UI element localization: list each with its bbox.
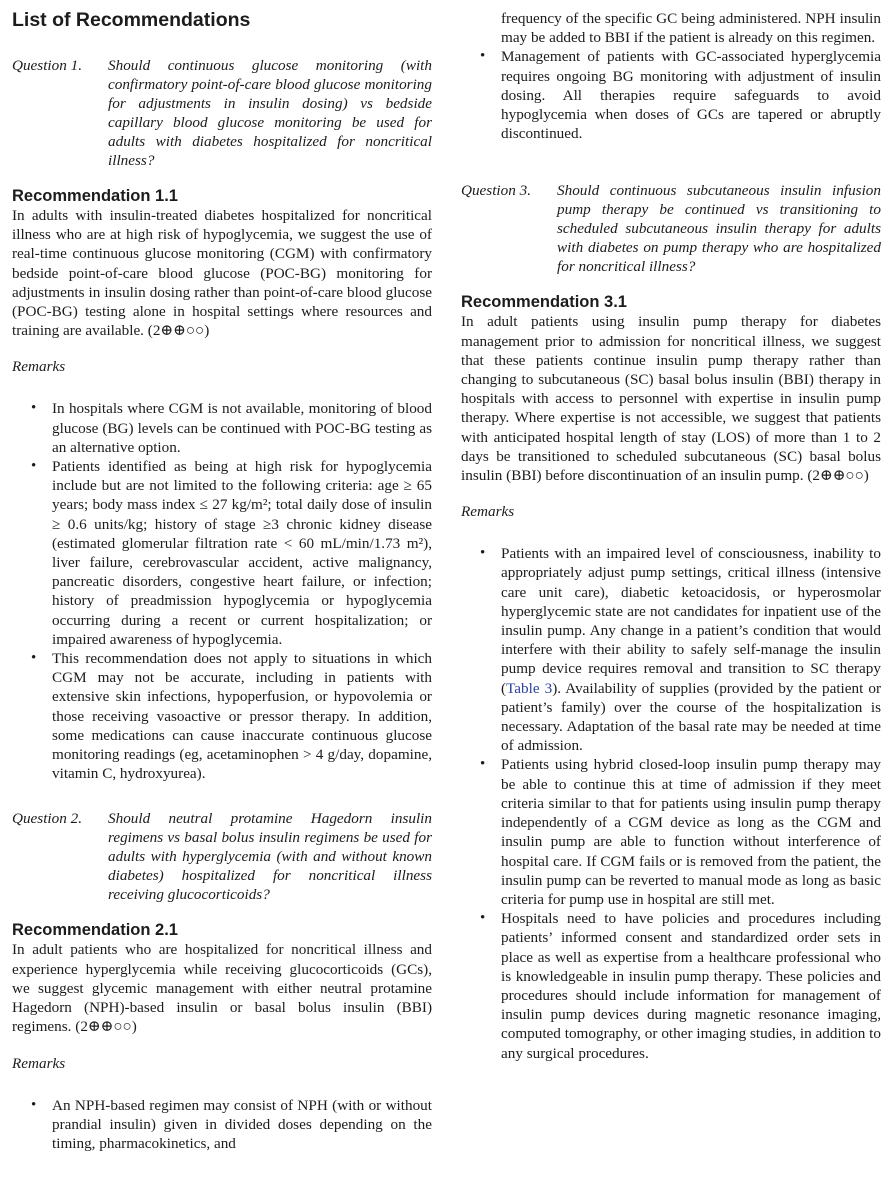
remarks-3-bullet-1-text-a: Patients with an impaired level of consciousness, inability to appropriately adjust pump settings, critical illness (intensive care unit care), diabetic ketoacidosis, or hyperosmolar hyperglycemic state are not candidates for inpatient use of the insulin pump. Any change in a patient’s condition that would interfere with their ability to safely self-manage the insulin pump device requires removal and transition to SC therapy ( [501, 545, 881, 697]
question-2-text: Should neutral protamine Hagedorn insulin regimens vs basal bolus insulin regimens be used for adults with hyperglycemia (with and without known diabetes) hospitalized for noncritical illness receiving glucocorticoids? [108, 810, 432, 904]
page-title: List of Recommendations [12, 9, 251, 31]
remarks-3-list [461, 544, 881, 1062]
remarks-2-bullet-1-continued: frequency of the specific GC being administered. NPH insulin may be added to BBI if the patient is already on this regimen. [501, 10, 881, 47]
remarks-2-bullet-2: • Management of patients with GC-associated hyperglycemia requires ongoing BG monitoring with adjustment of insulin dosing. All therapies require safeguards to avoid hypoglycemia when doses of GCs are tapered or abruptly discontinued. [461, 47, 881, 143]
recommendation-3-1-title: Recommendation 3.1 [461, 293, 627, 312]
recommendation-1-1-text: In adults with insulin-treated diabetes hospitalized for noncritical illness who are at high risk of hypoglycemia, we suggest the use of real-time continuous glucose monitoring (CGM) with confirmatory bedside point-of-care blood glucose (POC-BG) monitoring for adjustments in insulin dosing rather than point-of-care blood glucose (POC-BG) testing alone in hospital settings where resources and training are available. (2⊕⊕○○) [12, 207, 432, 340]
table-3-link[interactable]: Table 3 [506, 679, 553, 697]
recommendation-2-1-text: In adult patients who are hospitalized for noncritical illness and experience hyperglycemia while receiving glucocorticoids (GCs), we suggest glycemic management with either neutral protamine Hagedorn (NPH)-based insulin or basal bolus insulin (BBI) regimens. (2⊕⊕○○) [12, 941, 432, 1036]
remarks-3-label: Remarks [461, 503, 515, 521]
remarks-2-list [12, 1096, 432, 1154]
question-3-text: Should continuous subcutaneous insulin infusion pump therapy be continued vs transitioning to scheduled subcutaneous insulin therapy for adults with diabetes on pump therapy who are hospitalized for noncritical illness? [557, 182, 881, 276]
left-column [12, 0, 432, 1153]
remarks-1-bullet-3: • This recommendation does not apply to situations in which CGM may not be accurate, including in patients with extensive skin infections, hypoperfusion, or hypovolemia or those receiving vasoactive or pressor therapy. In addition, some medications can cause inaccurate continuous glucose monitoring readings (eg, acetaminophen > 4 g/day, dopamine, vitamin C, hydroxyurea). [12, 649, 432, 783]
remarks-2-bullet-1: • An NPH-based regimen may consist of NPH (with or without prandial insulin) given in divided doses depending on the timing, pharmacokinetics, and [12, 1096, 432, 1154]
remarks-1-bullet-2: • Patients identified as being at high risk for hypoglycemia include but are not limited to the following criteria: age ≥ 65 years; body mass index ≤ 27 kg/m²; total daily dose of insulin ≥ 0.6 units/kg; history of stage ≥3 chronic kidney disease (estimated glomerular filtration rate < 60 mL/min/1.73 m²), liver failure, cerebrovascular accident, active malignancy, pancreatic disorders, congestive heart failure, or infection; history of preadmission hypoglycemia or hypoglycemia occurring during a recent or current hospitalization; or impaired awareness of hypoglycemia. [12, 457, 432, 649]
recommendation-3-1-text: In adult patients using insulin pump therapy for diabetes management prior to admission for noncritical illness, we suggest that these patients continue insulin pump therapy rather than changing to subcutaneous (SC) basal bolus insulin (BBI) therapy in hospitals with access to personnel with expertise in insulin pump therapy. Where expertise is not accessible, we suggest that patients with anticipated hospital length of stay (LOS) of more than 1 to 2 days be transitioned to scheduled subcutaneous (SC) basal bolus insulin (BBI) before discontinuation of an insulin pump. (2⊕⊕○○) [461, 313, 881, 485]
question-3-label: Question 3. [461, 182, 532, 200]
question-2-label: Question 2. [12, 810, 83, 828]
remarks-2-label: Remarks [12, 1054, 66, 1072]
remarks-3-bullet-2: • Patients using hybrid closed-loop insulin pump therapy may be able to continue this at time of admission if they meet criteria similar to that for patients using insulin pump therapy independently of a CGM device as long as the CGM and insulin pump are able to function without interference of hospital care. If CGM fails or is removed from the patient, the insulin pump can be reverted to manual mode as long as basic criteria for pump use in hospital are still met. [461, 755, 881, 909]
remarks-2-list-continued [461, 47, 881, 143]
question-1-label: Question 1. [12, 57, 83, 74]
remarks-3-bullet-1-text-b: ). Availability of supplies (provided by the patient or patient’s family) over the course of the hospitalization is necessary. Adaptation of the basal rate may be needed at time of admission. [501, 679, 882, 755]
remarks-1-label: Remarks [12, 358, 66, 376]
recommendation-1-1-title: Recommendation 1.1 [12, 187, 178, 205]
question-3 [461, 181, 881, 276]
remarks-1-list [12, 399, 432, 783]
question-1-text: Should continuous glucose monitoring (with confirmatory point-of-care blood glucose monitoring for adjustments in insulin dosing) vs bedside capillary blood glucose monitoring be used for adults with diabetes hospitalized for noncritical illness? [108, 57, 432, 169]
remarks-3-bullet-1 [461, 544, 881, 755]
right-column [461, 9, 881, 1063]
remarks-1-bullet-1: • In hospitals where CGM is not available, monitoring of blood glucose (BG) levels can be continued with POC-BG testing as an alternative option. [12, 399, 432, 457]
question-1 [12, 56, 432, 170]
remarks-3-bullet-3: • Hospitals need to have policies and procedures including patients’ informed consent and standardized order sets in place as well as expertise from a healthcare professional who is knowledgeable in insulin pump therapy. These policies and procedures should include information for management of insulin pump devices during magnetic resonance imaging, computed tomography, or other imaging studies, in addition to any surgical procedures. [461, 909, 881, 1063]
recommendation-2-1-title: Recommendation 2.1 [12, 921, 178, 940]
question-2 [12, 809, 432, 904]
